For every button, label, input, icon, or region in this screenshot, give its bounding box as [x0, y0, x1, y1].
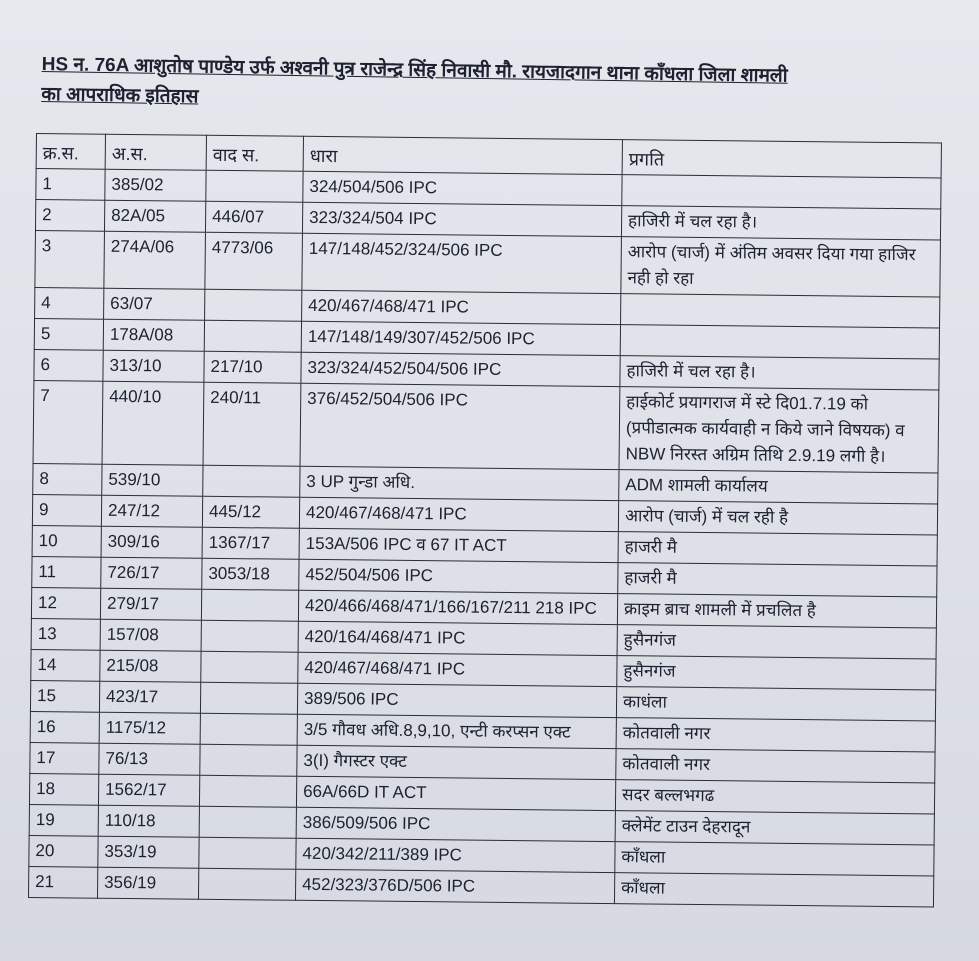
- title-line-2: का आपराधिक इतिहास: [41, 83, 199, 108]
- cell-section: 420/467/468/471 IPC: [299, 497, 618, 531]
- cell-progress: हाईकोर्ट प्रयागराज में स्टे दि01.7.19 को (प्रपीडात्मक कार्यवाही न किये जाने विषयक) व NBW निरस्त अग्रिम तिथि 2.9.19 लगी है।: [619, 387, 939, 473]
- cell-serial: 9: [32, 494, 101, 526]
- criminal-history-table: [28, 133, 942, 907]
- cell-section: 420/466/468/471/166/167/211 218 IPC: [298, 590, 617, 624]
- cell-suit-no: [201, 620, 298, 652]
- title-line-1: HS न. 76A आशुतोष पाण्डेय उर्फ अश्वनी पुत्र राजेन्द्र सिंह निवासी मौ. रायजादगान थाना काँधला जिला शामली: [41, 53, 788, 87]
- cell-suit-no: [201, 589, 298, 621]
- cell-serial: 6: [34, 349, 103, 381]
- cell-serial: 5: [34, 318, 103, 350]
- cell-progress: हाजरी मै: [618, 563, 937, 597]
- cell-progress: कोतवाली नगर: [616, 718, 935, 752]
- cell-suit-no: [200, 682, 297, 714]
- cell-progress: हुसैनगंज: [617, 625, 936, 659]
- cell-serial: 11: [32, 556, 101, 588]
- cell-suit-no: 1367/17: [202, 527, 299, 559]
- cell-case-no: 1562/17: [98, 774, 199, 806]
- cell-case-no: 82A/05: [104, 200, 205, 232]
- cell-serial: 15: [30, 680, 99, 712]
- cell-section: 420/467/468/471 IPC: [302, 290, 621, 324]
- cell-serial: 1: [36, 169, 105, 201]
- cell-case-no: 309/16: [101, 526, 202, 558]
- cell-case-no: 356/19: [97, 867, 198, 899]
- cell-section: 3(I) गैगस्टर एक्ट: [297, 745, 616, 779]
- header-suit-no: वाद स.: [206, 135, 303, 171]
- cell-suit-no: [204, 320, 301, 352]
- cell-section: 147/148/149/307/452/506 IPC: [301, 321, 620, 355]
- cell-case-no: 76/13: [99, 743, 200, 775]
- cell-serial: 14: [31, 649, 100, 681]
- cell-suit-no: [206, 170, 303, 202]
- cell-case-no: 313/10: [103, 350, 204, 382]
- cell-suit-no: [205, 289, 302, 321]
- cell-case-no: 726/17: [101, 557, 202, 589]
- cell-serial: 20: [29, 835, 98, 867]
- cell-progress: हाजिरी में चल रहा है।: [621, 206, 940, 240]
- cell-suit-no: 4773/06: [205, 232, 303, 290]
- cell-progress: क्लेमेंट टाउन देहरादून: [615, 811, 934, 845]
- table-row: [33, 380, 939, 472]
- cell-case-no: 247/12: [101, 495, 202, 527]
- cell-case-no: 63/07: [104, 288, 205, 320]
- cell-progress: [621, 294, 940, 328]
- cell-progress: हाजिरी में चल रहा है।: [620, 356, 939, 390]
- cell-serial: 13: [31, 618, 100, 650]
- cell-progress: क्राइम ब्राच शामली में प्रचलित है: [617, 594, 936, 628]
- cell-serial: 17: [30, 742, 99, 774]
- cell-serial: 2: [35, 200, 104, 232]
- cell-case-no: 353/19: [98, 836, 199, 868]
- cell-suit-no: 240/11: [203, 382, 301, 466]
- cell-suit-no: 446/07: [205, 201, 302, 233]
- table-row: [35, 230, 941, 296]
- cell-case-no: 178A/08: [103, 319, 204, 351]
- cell-section: 3 UP गुन्डा अधि.: [300, 466, 619, 500]
- cell-section: 153A/506 IPC व 67 IT ACT: [299, 528, 618, 562]
- cell-progress: आरोप (चार्ज) में अंतिम अवसर दिया गया हाजिर नही हो रहा: [621, 237, 941, 297]
- cell-progress: काँधला: [615, 842, 934, 876]
- cell-case-no: 215/08: [100, 650, 201, 682]
- cell-suit-no: [203, 465, 300, 497]
- cell-section: 66A/66D IT ACT: [296, 776, 615, 810]
- cell-section: 147/148/452/324/506 IPC: [302, 233, 622, 293]
- cell-progress: आरोप (चार्ज) में चल रही है: [618, 501, 937, 535]
- cell-progress: काधंला: [616, 687, 935, 721]
- cell-case-no: 539/10: [102, 464, 203, 496]
- cell-case-no: 274A/06: [104, 231, 206, 289]
- cell-serial: 8: [33, 463, 102, 495]
- cell-section: 386/509/506 IPC: [296, 807, 615, 841]
- cell-serial: 18: [29, 773, 98, 805]
- cell-section: 420/164/468/471 IPC: [298, 621, 617, 655]
- cell-progress: हुसैनगंज: [617, 656, 936, 690]
- cell-serial: 21: [28, 866, 97, 898]
- header-serial: क्र.स.: [36, 134, 105, 170]
- cell-serial: 12: [31, 587, 100, 619]
- cell-suit-no: [199, 806, 296, 838]
- header-section: धारा: [303, 136, 622, 174]
- cell-serial: 4: [35, 287, 104, 319]
- cell-progress: [622, 175, 941, 209]
- cell-serial: 7: [33, 380, 103, 464]
- cell-section: 452/323/376D/506 IPC: [295, 869, 614, 903]
- cell-serial: 19: [29, 804, 98, 836]
- cell-suit-no: [200, 713, 297, 745]
- cell-section: 3/5 गौवध अधि.8,9,10, एन्टी करप्सन एक्ट: [297, 714, 616, 748]
- cell-suit-no: [201, 651, 298, 683]
- cell-case-no: 110/18: [98, 805, 199, 837]
- cell-progress: हाजरी मै: [618, 532, 937, 566]
- cell-progress: [620, 325, 939, 359]
- cell-case-no: 157/08: [100, 619, 201, 651]
- document-title: [41, 50, 922, 124]
- cell-progress: काँधला: [614, 873, 933, 907]
- cell-case-no: 440/10: [102, 381, 204, 465]
- cell-case-no: 423/17: [99, 681, 200, 713]
- cell-serial: 16: [30, 711, 99, 743]
- cell-section: 420/467/468/471 IPC: [298, 652, 617, 686]
- cell-case-no: 1175/12: [99, 712, 200, 744]
- cell-case-no: 385/02: [105, 169, 206, 201]
- cell-section: 420/342/211/389 IPC: [296, 838, 615, 872]
- cell-suit-no: 3053/18: [202, 558, 299, 590]
- cell-section: 452/504/506 IPC: [299, 559, 618, 593]
- cell-section: 324/504/506 IPC: [303, 171, 622, 205]
- cell-progress: ADM शामली कार्यालय: [619, 470, 938, 504]
- cell-suit-no: [199, 775, 296, 807]
- header-case-no: अ.स.: [105, 134, 206, 170]
- cell-section: 389/506 IPC: [297, 683, 616, 717]
- cell-suit-no: [199, 837, 296, 869]
- cell-section: 323/324/504 IPC: [302, 202, 621, 236]
- cell-serial: 10: [32, 525, 101, 557]
- cell-serial: 3: [35, 230, 105, 288]
- cell-section: 376/452/504/506 IPC: [300, 383, 620, 469]
- header-progress: प्रगति: [622, 140, 941, 178]
- cell-suit-no: 445/12: [202, 496, 299, 528]
- cell-case-no: 279/17: [100, 588, 201, 620]
- cell-progress: सदर बल्लभगढ: [615, 780, 934, 814]
- cell-suit-no: [200, 744, 297, 776]
- cell-section: 323/324/452/504/506 IPC: [301, 352, 620, 386]
- cell-progress: कोतवाली नगर: [616, 749, 935, 783]
- cell-suit-no: [198, 868, 295, 900]
- cell-suit-no: 217/10: [204, 351, 301, 383]
